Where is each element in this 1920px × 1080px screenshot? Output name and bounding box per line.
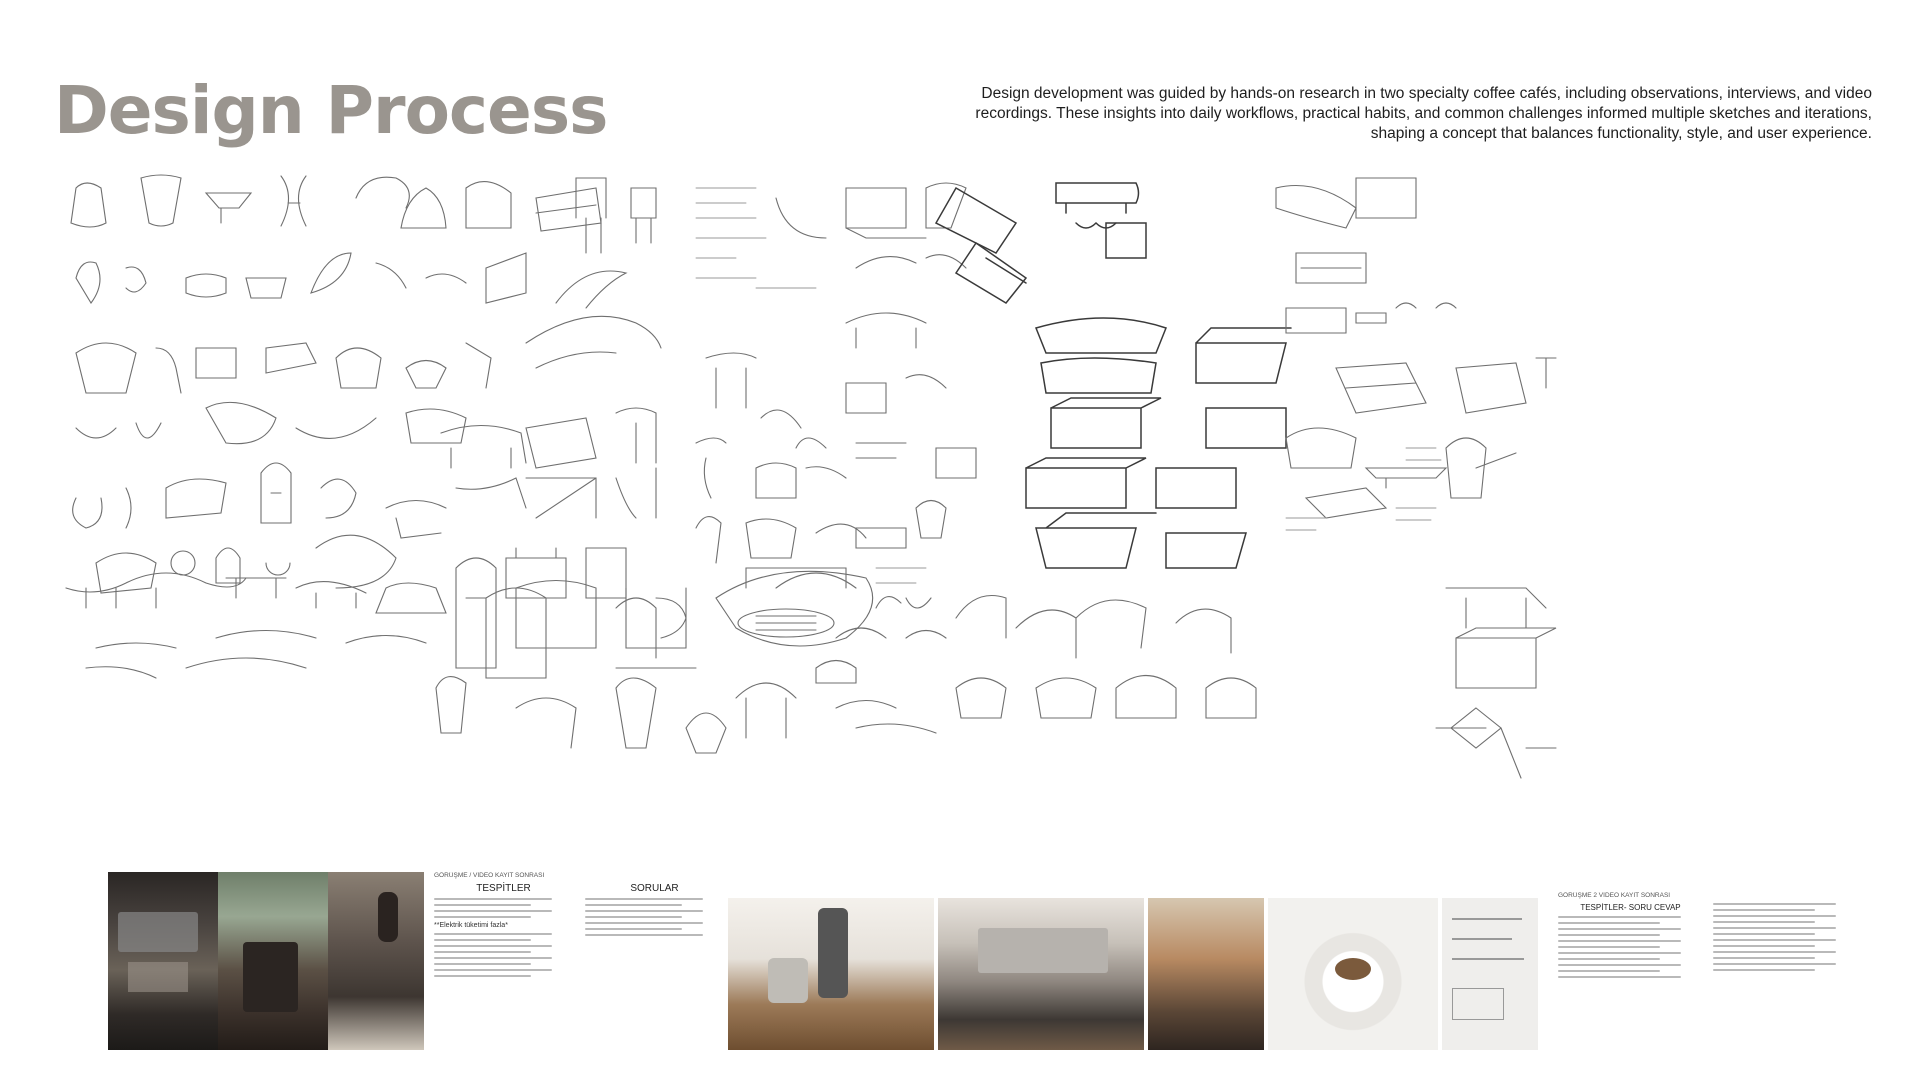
intro-paragraph: Design development was guided by hands-on research in two specialty coffee cafés, including observations, interviews, and video recordings. These insights into daily workflows, practical habits, and common challenges informed multiple sketches and iterations, shaping a concept that balances functionality, style, and user experience.: [975, 85, 1872, 142]
doc-2-heading: TESPİTLER- SORU CEVAP: [1580, 903, 1681, 912]
sketch-notes: [696, 188, 926, 583]
photo-sketch-notebook: [1442, 898, 1538, 1050]
video-still-barista: [328, 872, 424, 1050]
sketch-group-tables: [441, 178, 686, 658]
photo-espresso-machine: [938, 898, 1144, 1050]
research-strip-right: [728, 872, 1868, 1050]
doc-1-header: GÖRÜŞME / VİDEO KAYIT SONRASI: [434, 872, 545, 879]
doc-1-questions-heading: SORULAR: [630, 883, 679, 894]
video-still-counter: [218, 872, 328, 1050]
sketch-group-right: [1276, 178, 1556, 778]
sketch-group-stands: [66, 558, 596, 678]
sketch-group-vessels: [71, 175, 626, 593]
sketch-group-tents: [836, 596, 1256, 734]
page-title: Design Process: [54, 72, 608, 149]
photo-coffee-cup: [1268, 898, 1438, 1050]
research-strip-left: [108, 872, 728, 1050]
research-notes-doc-1: [434, 872, 724, 1050]
research-notes-doc-2: [1558, 892, 1858, 1050]
photo-grinder-counter: [728, 898, 934, 1050]
doc-1-findings-heading: TESPİTLER: [476, 883, 531, 894]
photo-cafe-interior: [1148, 898, 1264, 1050]
sketch-group-boxes: [836, 183, 976, 638]
doc-1-highlight: **Elektrik tüketimi fazla*: [434, 922, 508, 929]
sketch-notes-right: [1286, 448, 1441, 530]
video-still-espresso-machine: [108, 872, 218, 1050]
sketch-group-box-iterations: [936, 183, 1291, 568]
doc-2-header: GÖRÜŞME 2 VİDEO KAYIT SONRASI: [1558, 892, 1671, 899]
sketch-group-apparatus: [436, 353, 873, 753]
sketch-collage: [56, 168, 1886, 848]
sketch-drawings: [56, 168, 1886, 848]
